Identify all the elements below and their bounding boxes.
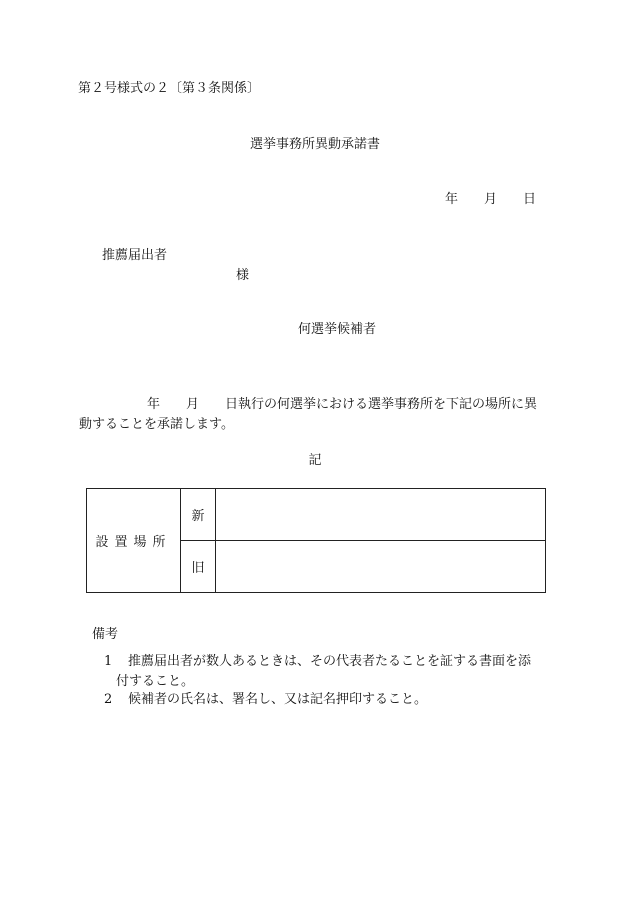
date-line: [445, 193, 536, 206]
old-label: 旧: [181, 541, 216, 593]
remark-item-2: [104, 690, 554, 710]
location-label: 設置場所: [87, 489, 181, 593]
honorific: 様: [236, 268, 250, 283]
form-number: 第２号様式の２〔第３条関係〕: [78, 81, 261, 96]
document-title: 選挙事務所異動承諾書: [249, 137, 380, 152]
candidate-label: 何選挙候補者: [298, 322, 377, 337]
old-location-cell[interactable]: [216, 541, 546, 593]
remarks-title: 備考: [92, 627, 119, 642]
body-month: 月: [186, 397, 200, 412]
date-month: 月: [484, 192, 498, 207]
date-day: 日: [523, 192, 537, 207]
body-text-line-2: 動することを承諾します。: [79, 417, 234, 432]
remark-text-continued: 付すること。: [116, 674, 195, 689]
location-table: [86, 488, 546, 593]
body-rest: 日執行の何選挙における選挙事務所を下記の場所に異: [225, 397, 538, 412]
new-label: 新: [181, 489, 216, 541]
remark-number: 2: [104, 692, 113, 707]
remark-text: 推薦届出者が数人あるときは、その代表者たることを証する書面を添: [128, 654, 532, 669]
date-year: 年: [445, 192, 459, 207]
body-text-line-1: [147, 398, 537, 411]
remark-item-1: [104, 652, 554, 692]
new-location-cell[interactable]: [216, 489, 546, 541]
remark-text: 候補者の氏名は、署名し、又は記名押印すること。: [128, 692, 428, 707]
ki-heading: 記: [308, 453, 322, 468]
body-year: 年: [147, 397, 161, 412]
recommender-label: 推薦届出者: [102, 248, 168, 263]
table-row-new: [87, 489, 546, 541]
remark-number: 1: [104, 654, 113, 669]
